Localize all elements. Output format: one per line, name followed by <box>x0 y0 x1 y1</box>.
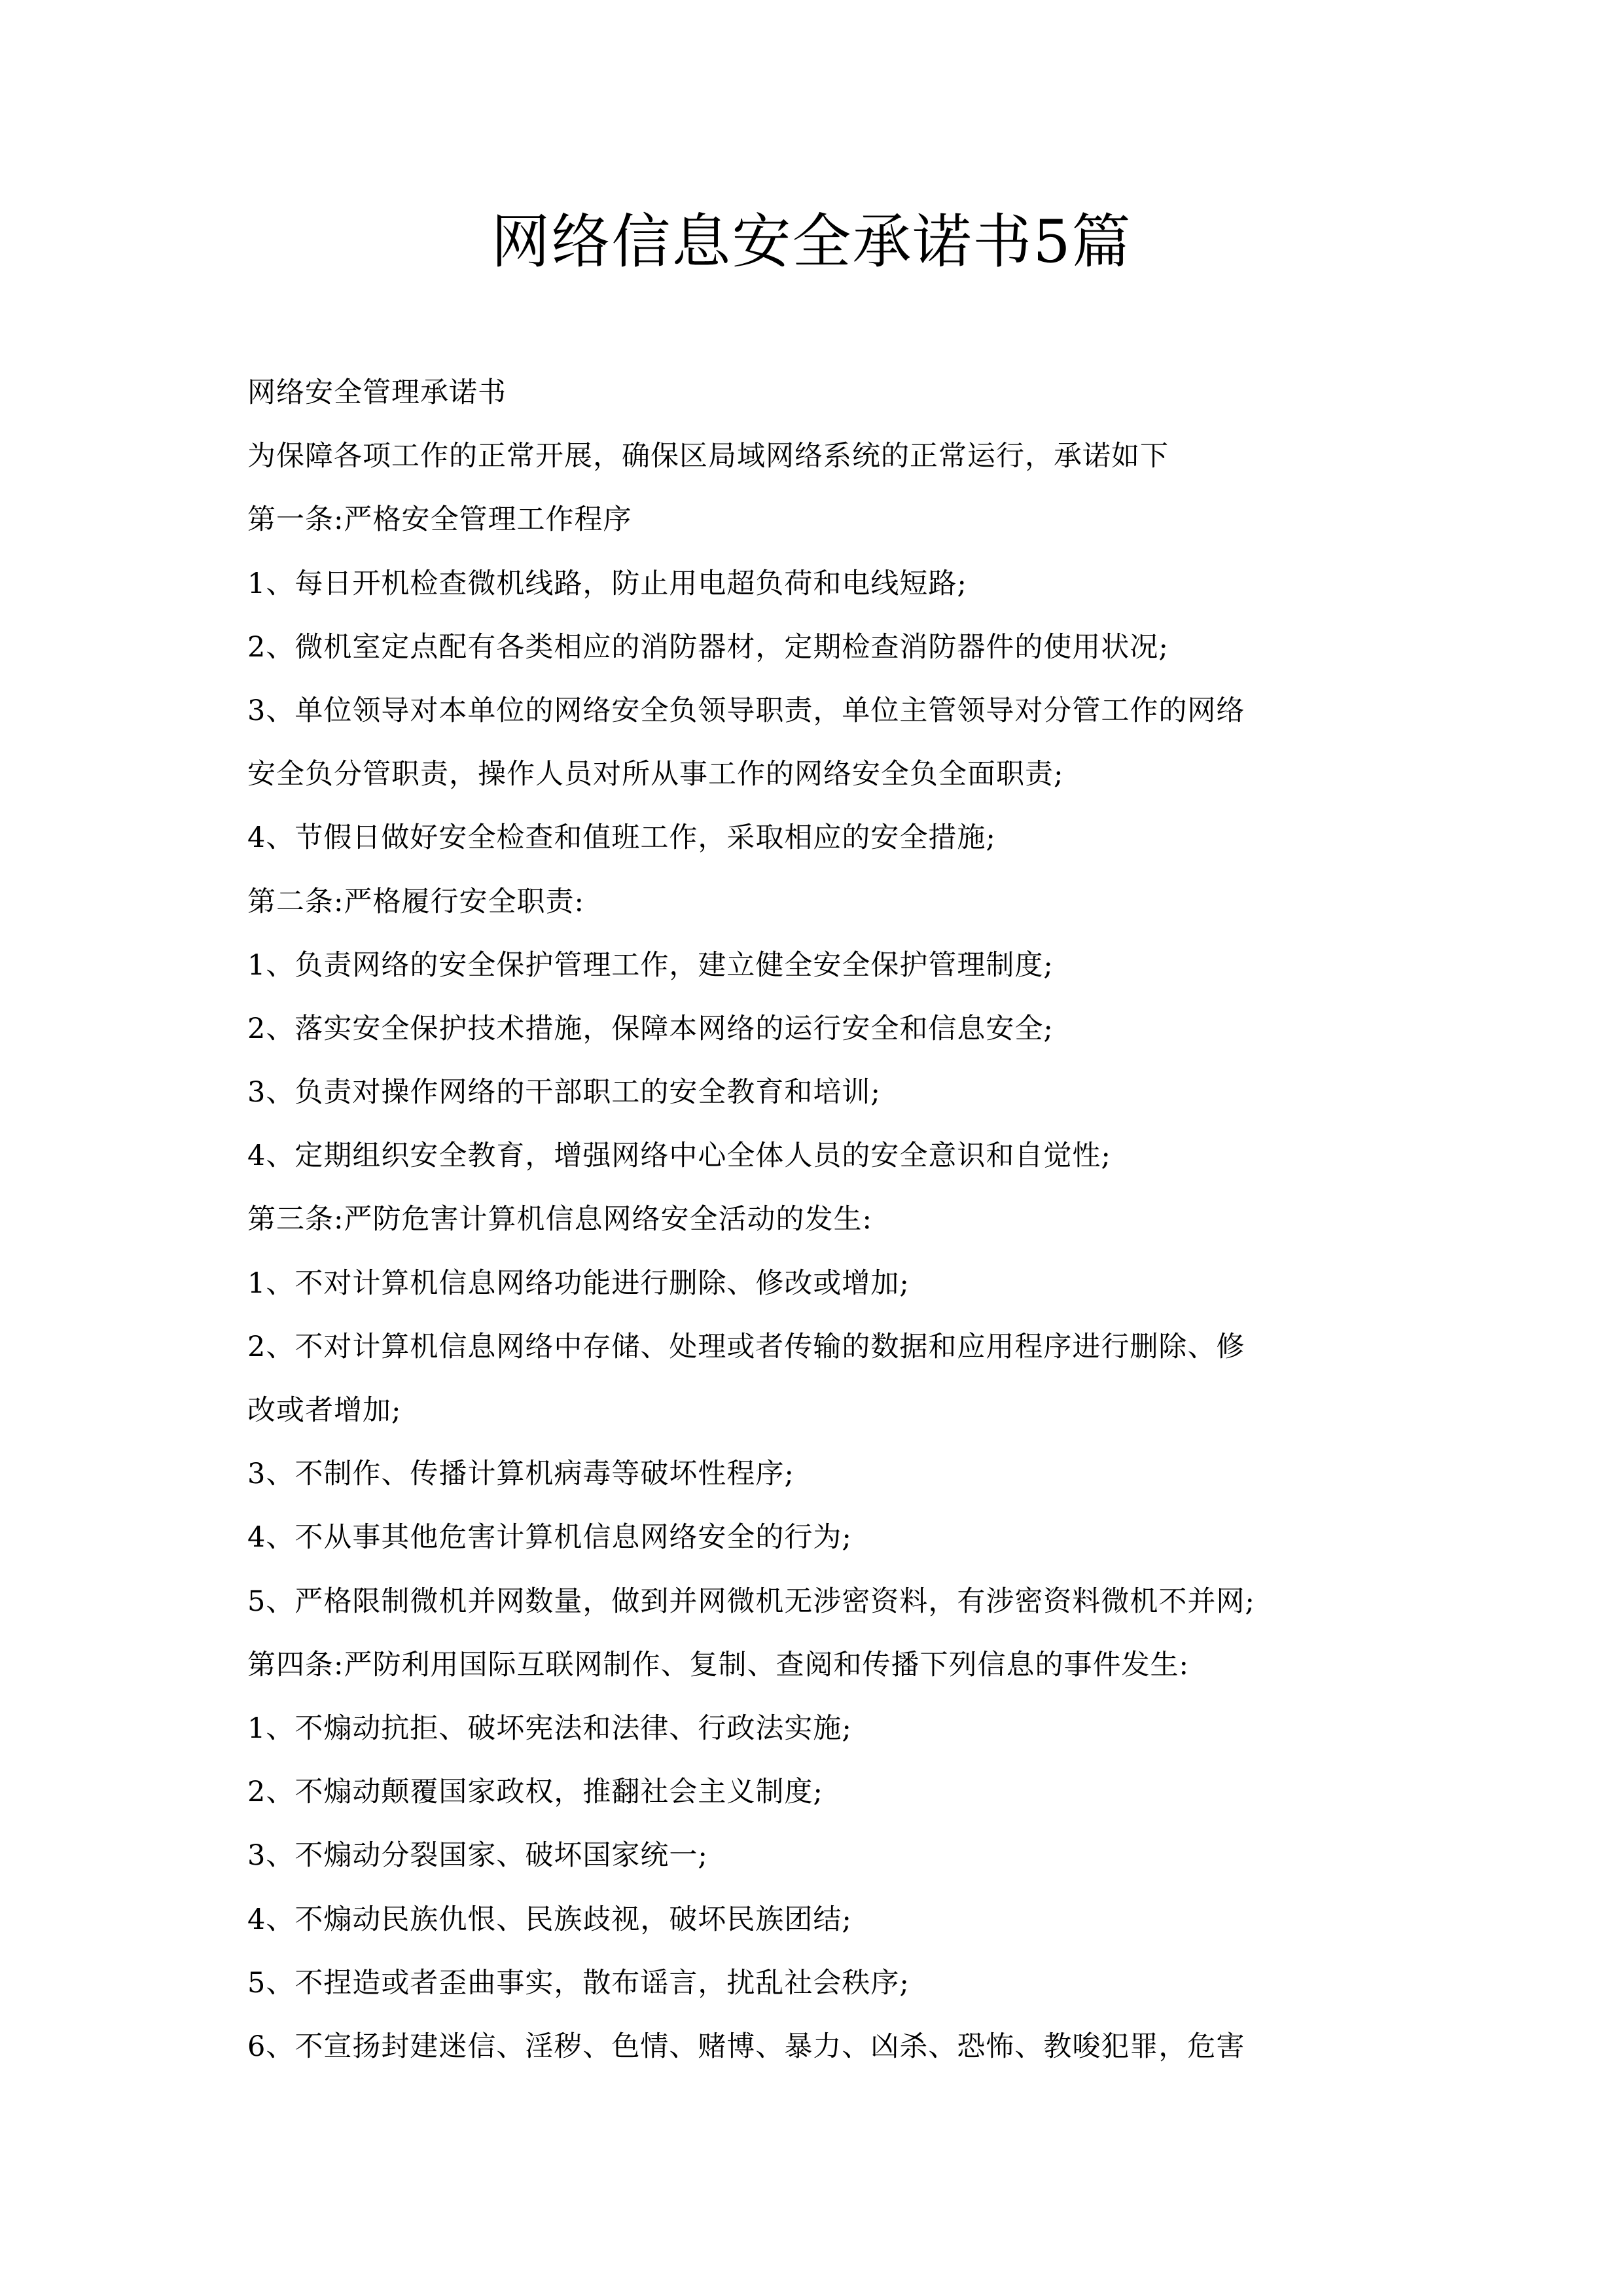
document-title: 网络信息安全承诺书5篇 <box>491 207 1132 276</box>
list-item: 3、不制作、传播计算机病毒等破坏性程序; <box>247 1458 794 1491</box>
article-2-heading: 第二条:严格履行安全职责: <box>247 885 584 918</box>
list-item: 1、不煽动抗拒、破坏宪法和法律、行政法实施; <box>247 1712 852 1745</box>
section-heading: 网络安全管理承诺书 <box>247 376 507 409</box>
list-item: 4、定期组织安全教育，增强网络中心全体人员的安全意识和自觉性; <box>247 1139 1111 1173</box>
list-item: 2、不煽动颠覆国家政权，推翻社会主义制度; <box>247 1776 823 1809</box>
list-item: 3、负责对操作网络的干部职工的安全教育和培训; <box>247 1076 881 1109</box>
list-item: 1、每日开机检查微机线路，防止用电超负荷和电线短路; <box>247 567 967 600</box>
list-item: 2、落实安全保护技术措施，保障本网络的运行安全和信息安全; <box>247 1012 1054 1045</box>
article-1-heading: 第一条:严格安全管理工作程序 <box>247 503 632 537</box>
list-item: 5、不捏造或者歪曲事实，散布谣言，扰乱社会秩序; <box>247 1966 910 2000</box>
list-item: 1、不对计算机信息网络功能进行删除、修改或增加; <box>247 1266 910 1300</box>
list-item-continuation: 改或者增加; <box>247 1394 402 1427</box>
list-item: 4、不煽动民族仇恨、民族歧视，破坏民族团结; <box>247 1903 852 1936</box>
list-item-continuation: 安全负分管职责，操作人员对所从事工作的网络安全负全面职责; <box>247 758 1064 791</box>
list-item: 6、不宣扬封建迷信、淫秽、色情、赌博、暴力、凶杀、恐怖、教唆犯罪，危害 <box>247 2030 1245 2063</box>
intro-paragraph: 为保障各项工作的正常开展，确保区局域网络系统的正常运行，承诺如下 <box>247 440 1169 473</box>
list-item: 1、负责网络的安全保护管理工作，建立健全安全保护管理制度; <box>247 948 1054 982</box>
list-item: 4、不从事其他危害计算机信息网络安全的行为; <box>247 1521 852 1554</box>
list-item: 3、不煽动分裂国家、破坏国家统一; <box>247 1839 708 1873</box>
document-body <box>247 361 1399 2079</box>
list-item: 4、节假日做好安全检查和值班工作，采取相应的安全措施; <box>247 821 996 855</box>
article-3-heading: 第三条:严防危害计算机信息网络安全活动的发生: <box>247 1203 872 1236</box>
list-item: 5、严格限制微机并网数量，做到并网微机无涉密资料，有涉密资料微机不并网; <box>247 1585 1255 1618</box>
list-item: 3、单位领导对本单位的网络安全负领导职责，单位主管领导对分管工作的网络 <box>247 694 1245 727</box>
list-item: 2、不对计算机信息网络中存储、处理或者传输的数据和应用程序进行删除、修 <box>247 1330 1245 1363</box>
list-item: 2、微机室定点配有各类相应的消防器材，定期检查消防器件的使用状况; <box>247 630 1169 664</box>
article-4-heading: 第四条:严防利用国际互联网制作、复制、查阅和传播下列信息的事件发生: <box>247 1648 1189 1681</box>
